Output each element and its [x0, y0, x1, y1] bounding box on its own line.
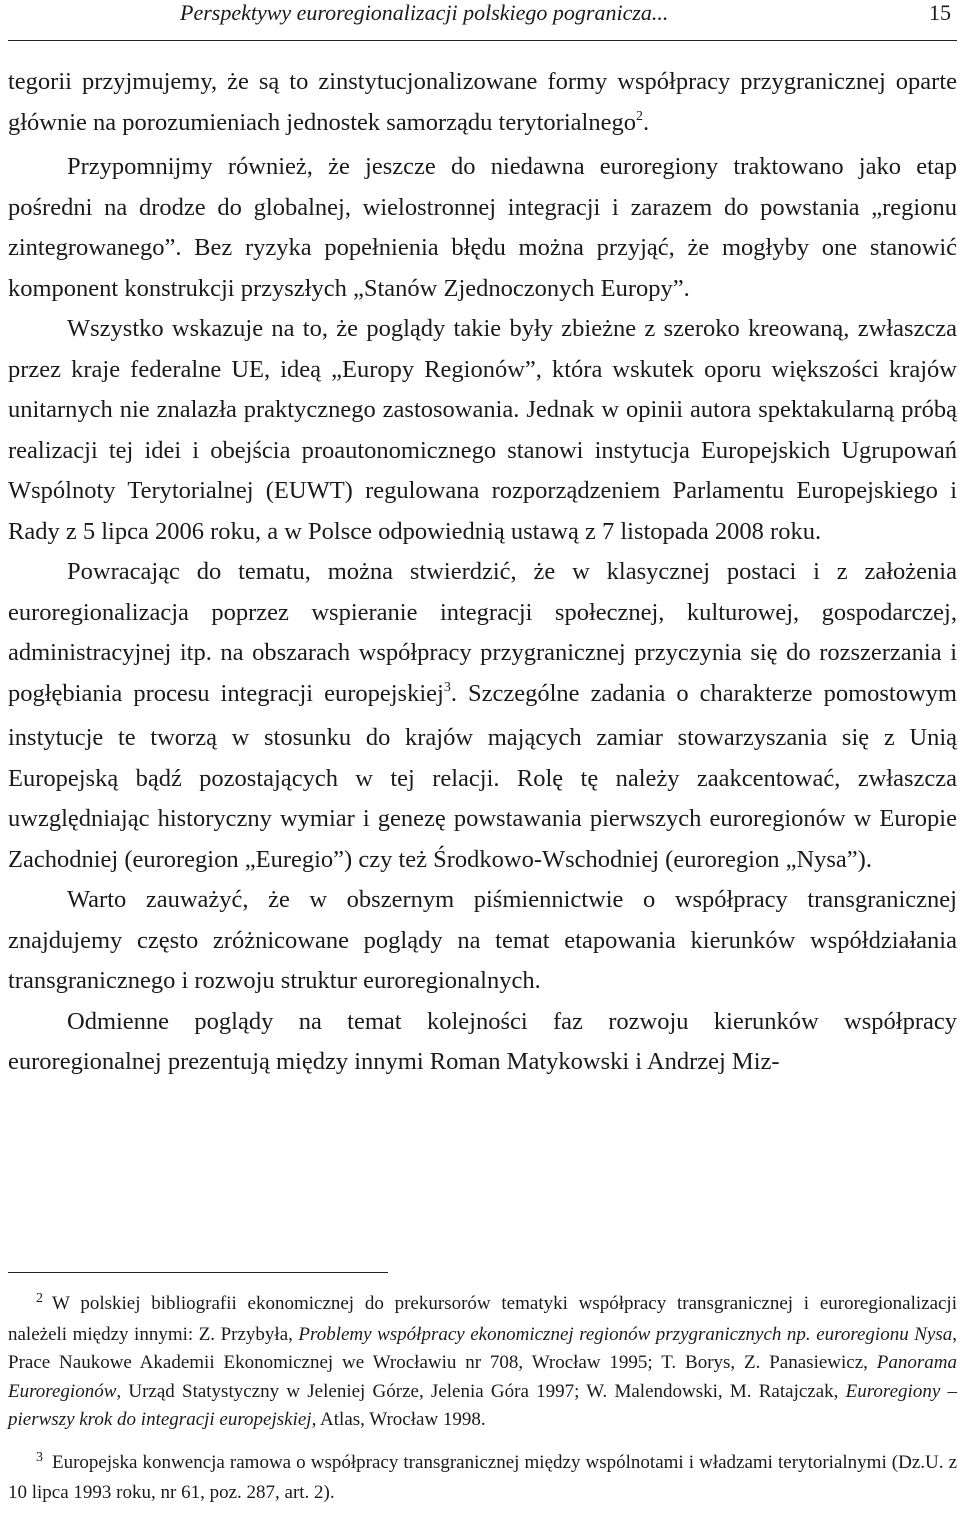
paragraph-2: Przypomnijmy również, że jeszcze do niedawna euroregiony traktowano jako etap pośredni na drodze do globalnej, wielostronnej integracji i zarazem do powstania „regionu zintegrowanego”. Bez ryzyka popełnienia błędu można przyjąć, że mogłyby one stanowić komponent konstrukcji przyszłych „Stanów Zjednoczonych Europy”. — [8, 153, 957, 302]
paragraph-4 — [8, 552, 957, 880]
paragraph-4-end: . Szczególne zadania o charakterze pomostowym instytucje te tworzą w stosunku do krajów mających zamiar stowarzyszania się z Unią Europejską bądź pozostających w tej relacji. Rolę tę należy zaakcentować, zwłaszcza uwzględniając historyczny wymiar i genezę powstawania pierwszych euroregionów w Europie Zachodniej (euroregion „Euregio”) czy też Środkowo-Wschodniej (euroregion „Nysa”). — [8, 679, 957, 873]
footnote-2-title-2: Panorama Euroregionów — [8, 1352, 957, 1402]
footnote-2-mark: 2 — [36, 1291, 43, 1306]
footnote-rule — [8, 1272, 388, 1273]
footnote-2-text-2: , Prace Naukowe Akademii Ekonomicznej we Wrocławiu nr 708, Wrocław 1995; T. Borys, Z. Panasiewicz, — [8, 1323, 957, 1373]
paragraph-1-end: . — [642, 108, 650, 136]
running-header — [8, 0, 957, 34]
paragraph-5: Warto zauważyć, że w obszernym piśmiennictwie o współpracy transgranicznej znajdujemy często zróżnicowane poglądy na temat etapowania kierunków współdziałania transgranicznego i rozwoju struktur euroregionalnych. — [8, 886, 957, 994]
footnote-2 — [8, 1290, 957, 1435]
footnote-2-text-3: , Urząd Statystyczny w Jeleniej Górze, Jelenia Góra 1997; W. Malendowski, M. Ratajczak, — [116, 1380, 846, 1402]
body-text — [8, 62, 957, 1083]
footnote-3 — [8, 1449, 957, 1508]
document-page — [8, 0, 957, 1528]
page-number: 15 — [929, 0, 951, 25]
footnotes — [8, 1290, 957, 1508]
footnote-ref-2[interactable]: 2 — [635, 108, 643, 124]
footnote-2-text-4: , Atlas, Wrocław 1998. — [311, 1409, 486, 1430]
paragraph-6: Odmienne poglądy na temat kolejności faz rozwoju kierunków współpracy euroregionalnej prezentują między innymi Roman Matykowski i Andrzej Miz- — [8, 1007, 957, 1075]
footnote-3-mark: 3 — [36, 1449, 43, 1465]
footnote-3-text: Europejska konwencja ramowa o współpracy transgranicznej między wspólnotami i władzami terytorialnymi (Dz.U. z 10 lipca 1993 roku, nr 61, poz. 287, art. 2). — [8, 1451, 957, 1503]
running-title: Perspektywy euroregionalizacji polskiego pogranicza... — [180, 0, 669, 25]
paragraph-1 — [8, 62, 957, 147]
paragraph-1-text: tegorii przyjmujemy, że są to zinstytucjonalizowane formy współpracy przygranicznej oparte głównie na porozumieniach jednostek samorządu terytorialnego — [8, 68, 957, 136]
paragraph-3: Wszystko wskazuje na to, że poglądy takie były zbieżne z szeroko kreowaną, zwłaszcza przez kraje federalne UE, ideą „Europy Regionów”, która wskutek oporu większości krajów unitarnych nie znalazła praktycznego zastosowania. Jednak w opinii autora spektakularną próbą realizacji tej idei i obejścia proautonomicznego stanowi instytucja Europejskich Ugrupowań Wspólnoty Terytorialnej (EUWT) regulowana rozporządzeniem Parlamentu Europejskiego i Rady z 5 lipca 2006 roku, a w Polsce odpowiednią ustawą z 7 listopada 2008 roku. — [8, 315, 957, 545]
footnote-2-title-1: Problemy współpracy ekonomicznej regionów przygranicznych np. euroregionu Nysa — [298, 1323, 953, 1345]
header-rule — [8, 40, 957, 41]
paragraph-4-text: Powracając do tematu, można stwierdzić, że w klasycznej postaci i z założenia euroregionalizacja poprzez wspieranie integracji społecznej, kulturowej, gospodarczej, administracyjnej itp. na obszarach współpracy przygranicznej przyczynia się do rozszerzania i pogłębiania procesu integracji europejskiej — [8, 558, 957, 707]
footnote-2-text: W polskiej bibliografii ekonomicznej do prekursorów tematyki współpracy transgranicznej i euroregionalizacji należeli między innymi: Z. Przybyła, — [8, 1293, 957, 1345]
footnote-ref-3[interactable]: 3 — [443, 679, 451, 695]
footnote-2-title-3: Euroregiony – pierwszy krok do integracji europejskiej — [8, 1380, 957, 1430]
